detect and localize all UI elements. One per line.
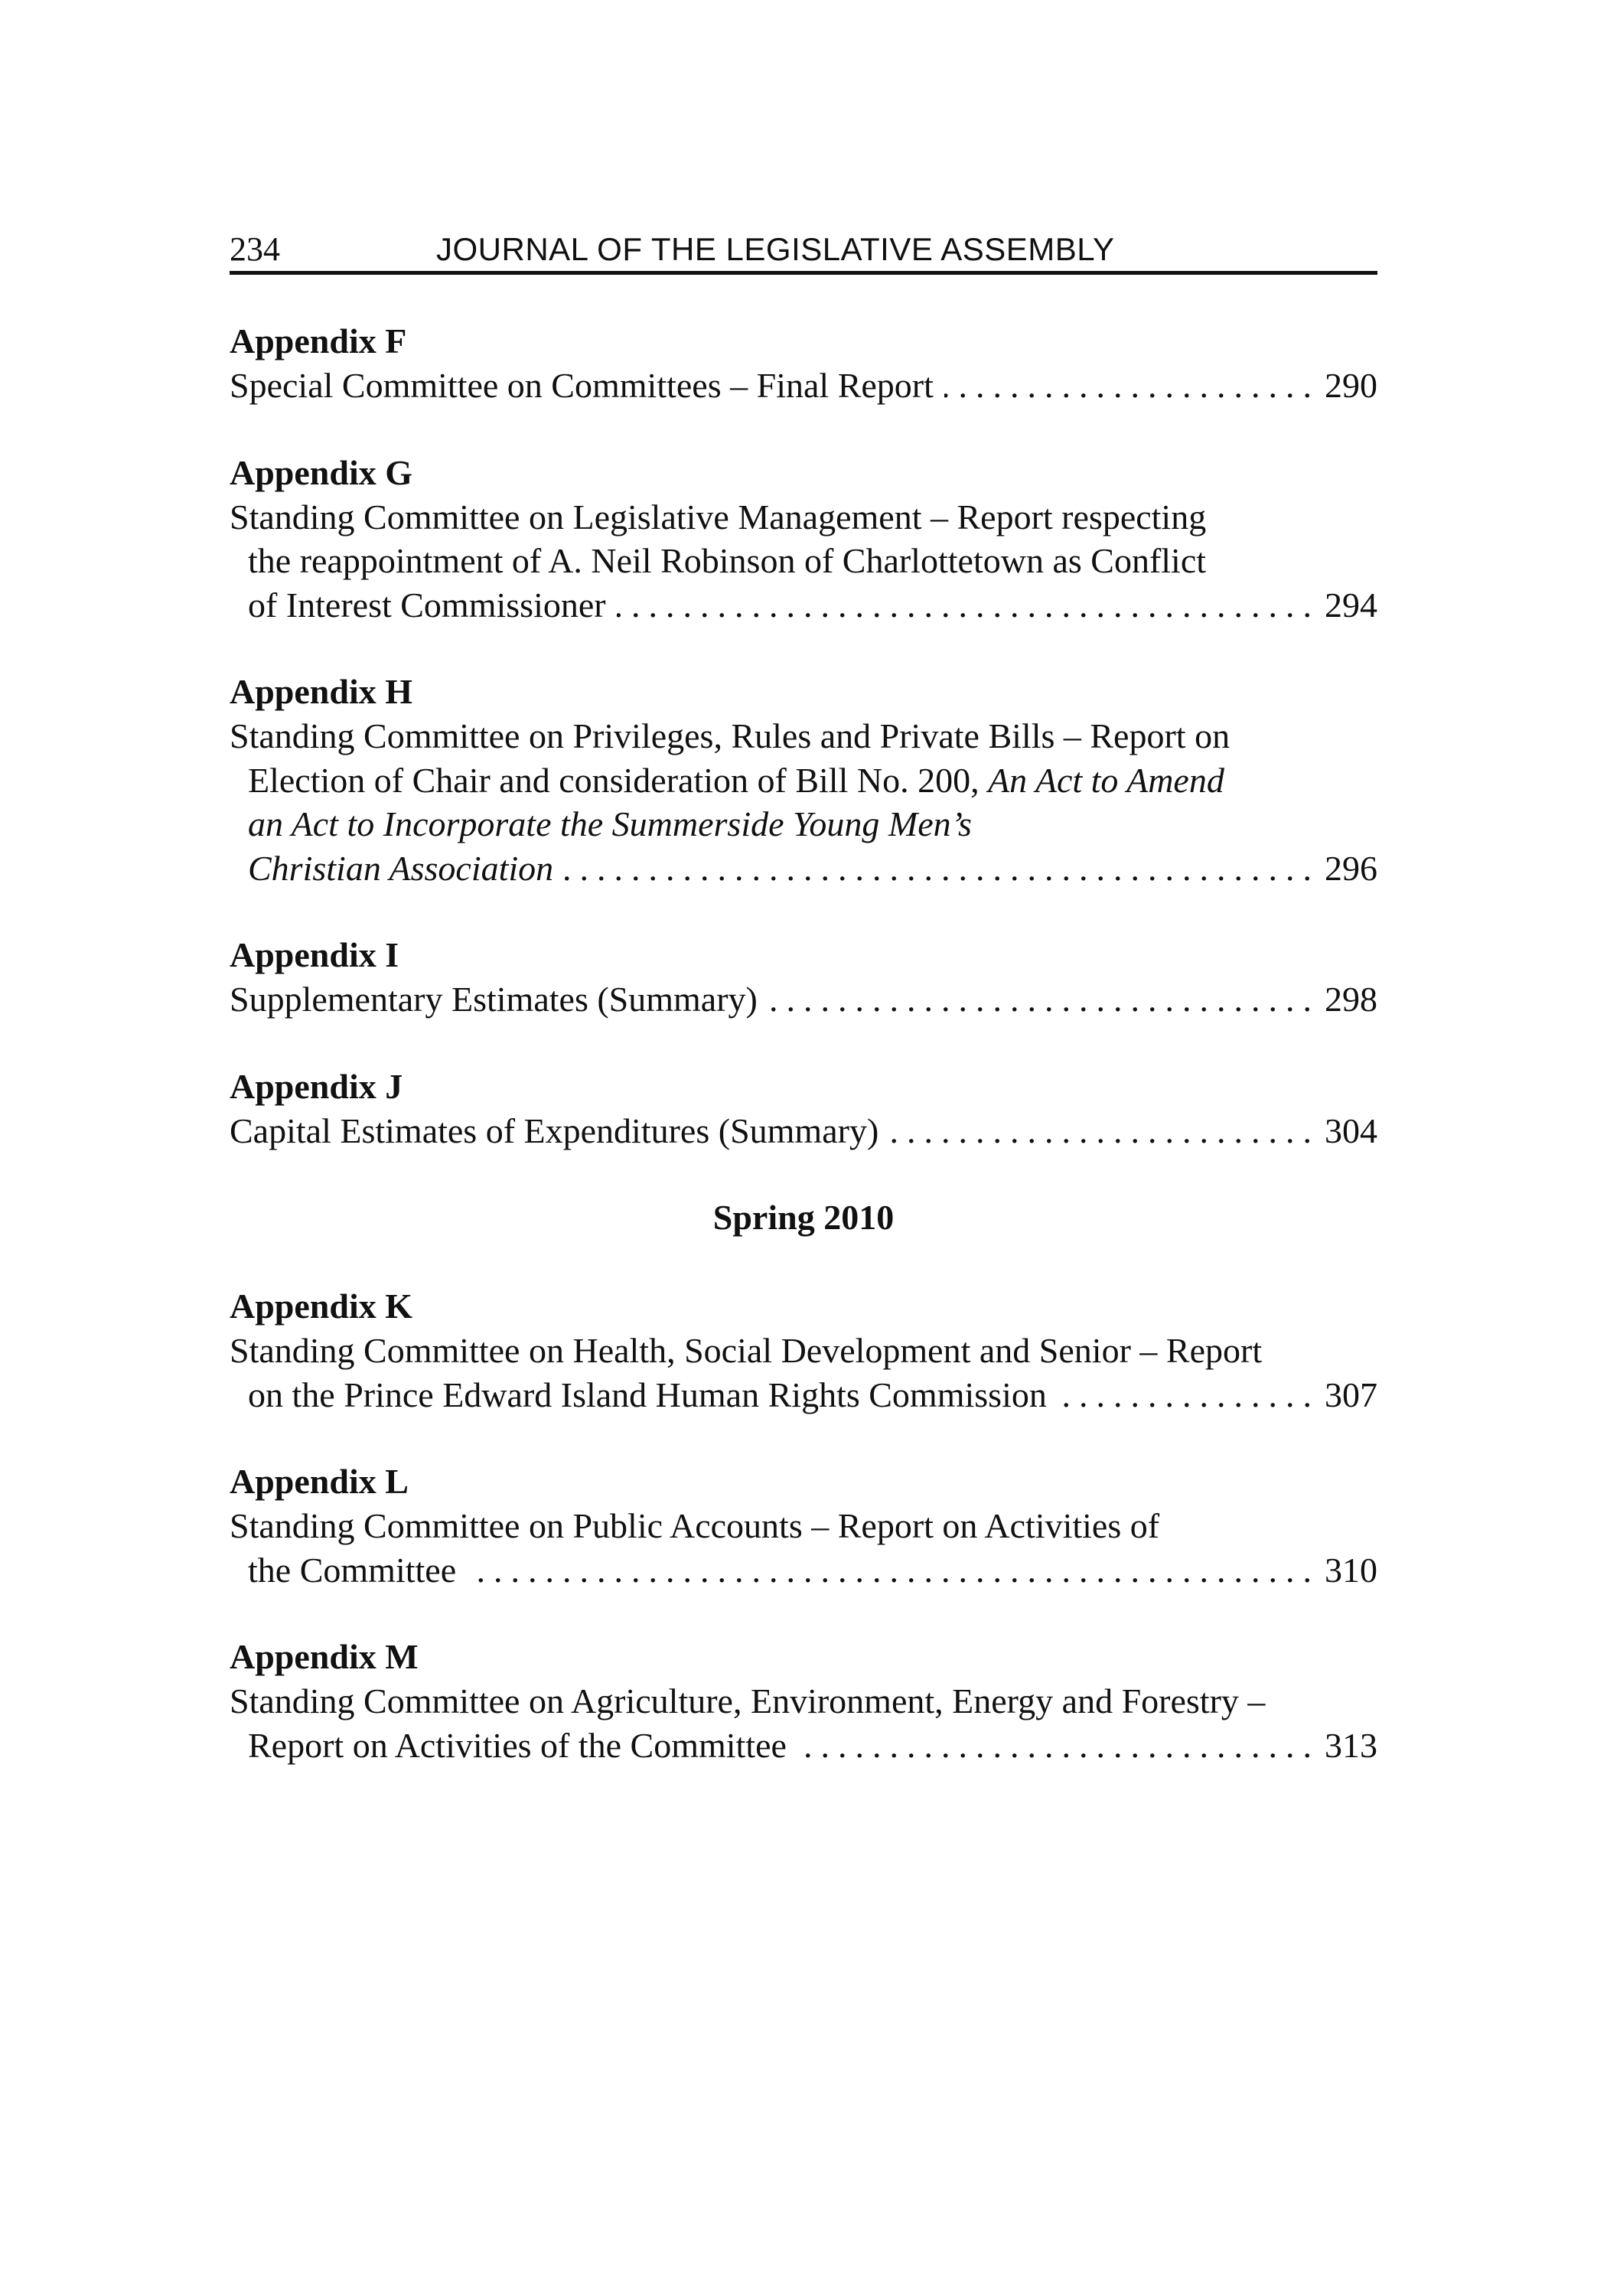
appendix-h-title-line-1: Standing Committee on Privileges, Rules and Private Bills – Report on (230, 716, 1231, 755)
bill-title-part-3: Christian Association (248, 848, 554, 888)
appendix-i-title: Supplementary Estimates (Summary) (230, 980, 758, 1019)
dot-leader (944, 364, 1320, 408)
appendix-m-line (230, 1724, 1377, 1768)
appendix-h-title-line-3 (230, 802, 1377, 846)
appendix-k-title-line-2: on the Prince Edward Island Human Rights Commission (248, 1375, 1047, 1414)
appendix-j-heading: Appendix J (230, 1066, 403, 1106)
appendix-g-page: 294 (1325, 585, 1377, 625)
appendix-i-page: 298 (1325, 980, 1377, 1019)
dot-leader (797, 1724, 1320, 1768)
appendix-g-heading: Appendix G (230, 452, 413, 492)
contents-list (230, 319, 1377, 1767)
section-heading: Spring 2010 (712, 1198, 895, 1237)
appendix-f-heading: Appendix F (230, 321, 407, 360)
appendix-g-line (230, 583, 1377, 628)
document-page (230, 228, 1377, 1810)
appendix-h-title-line-2-text: Election of Chair and consideration of Bill No. 200, (248, 760, 989, 800)
appendix-g-entry (230, 451, 1377, 628)
appendix-f-line (230, 364, 1377, 408)
appendix-m-page: 313 (1325, 1725, 1377, 1765)
appendix-k-entry (230, 1284, 1377, 1417)
appendix-g-title-line-2: the reappointment of A. Neil Robinson of Charlottetown as Conflict (248, 541, 1207, 580)
dot-leader (467, 1548, 1320, 1593)
dot-leader (768, 977, 1320, 1022)
appendix-k-page: 307 (1325, 1375, 1377, 1414)
appendix-h-entry (230, 670, 1377, 890)
appendix-i-heading: Appendix I (230, 935, 399, 974)
bill-title-part-2: an Act to Incorporate the Summerside Young Men’s (248, 804, 972, 843)
dot-leader (617, 583, 1320, 628)
appendix-l-entry (230, 1459, 1377, 1592)
appendix-f-entry (230, 319, 1377, 408)
appendix-l-heading: Appendix L (230, 1462, 409, 1501)
appendix-h-page: 296 (1325, 848, 1377, 888)
appendix-h-line (230, 846, 1377, 891)
appendix-g-title-line-3: of Interest Commissioner (248, 585, 606, 625)
appendix-l-page: 310 (1325, 1550, 1377, 1590)
appendix-m-title-line-1: Standing Committee on Agriculture, Environment, Energy and Forestry – (230, 1681, 1266, 1720)
dot-leader (1058, 1373, 1320, 1417)
appendix-k-heading: Appendix K (230, 1287, 413, 1326)
appendix-m-heading: Appendix M (230, 1637, 419, 1676)
appendix-m-entry (230, 1635, 1377, 1767)
appendix-g-title-line-1: Standing Committee on Legislative Management – Report respecting (230, 497, 1207, 536)
appendix-h-title-line-2 (230, 758, 1377, 803)
running-head (230, 228, 1377, 275)
appendix-h-title-line-4 (248, 846, 564, 891)
appendix-j-line (230, 1109, 1377, 1153)
appendix-h-heading: Appendix H (230, 672, 413, 711)
journal-title: JOURNAL OF THE LEGISLATIVE ASSEMBLY (436, 231, 1115, 267)
appendix-i-entry (230, 933, 1377, 1022)
dot-leader (564, 846, 1320, 891)
appendix-f-title: Special Committee on Committees – Final Report (230, 366, 934, 405)
appendix-i-line (230, 977, 1377, 1022)
appendix-l-title-line-2: the Committee (248, 1550, 457, 1590)
page-number: 234 (230, 230, 280, 268)
appendix-f-page: 290 (1325, 366, 1377, 405)
appendix-k-title-line-1: Standing Committee on Health, Social Development and Senior – Report (230, 1331, 1263, 1370)
dot-leader (889, 1109, 1320, 1153)
appendix-j-page: 304 (1325, 1110, 1377, 1150)
appendix-m-title-line-2: Report on Activities of the Committee (248, 1725, 787, 1765)
appendix-k-line (230, 1373, 1377, 1417)
appendix-l-line (230, 1548, 1377, 1593)
appendix-j-title: Capital Estimates of Expenditures (Summary) (230, 1110, 879, 1150)
bill-title-part-1: An Act to Amend (988, 760, 1224, 800)
appendix-l-title-line-1: Standing Committee on Public Accounts – Report on Activities of (230, 1506, 1160, 1545)
appendix-j-entry (230, 1065, 1377, 1153)
